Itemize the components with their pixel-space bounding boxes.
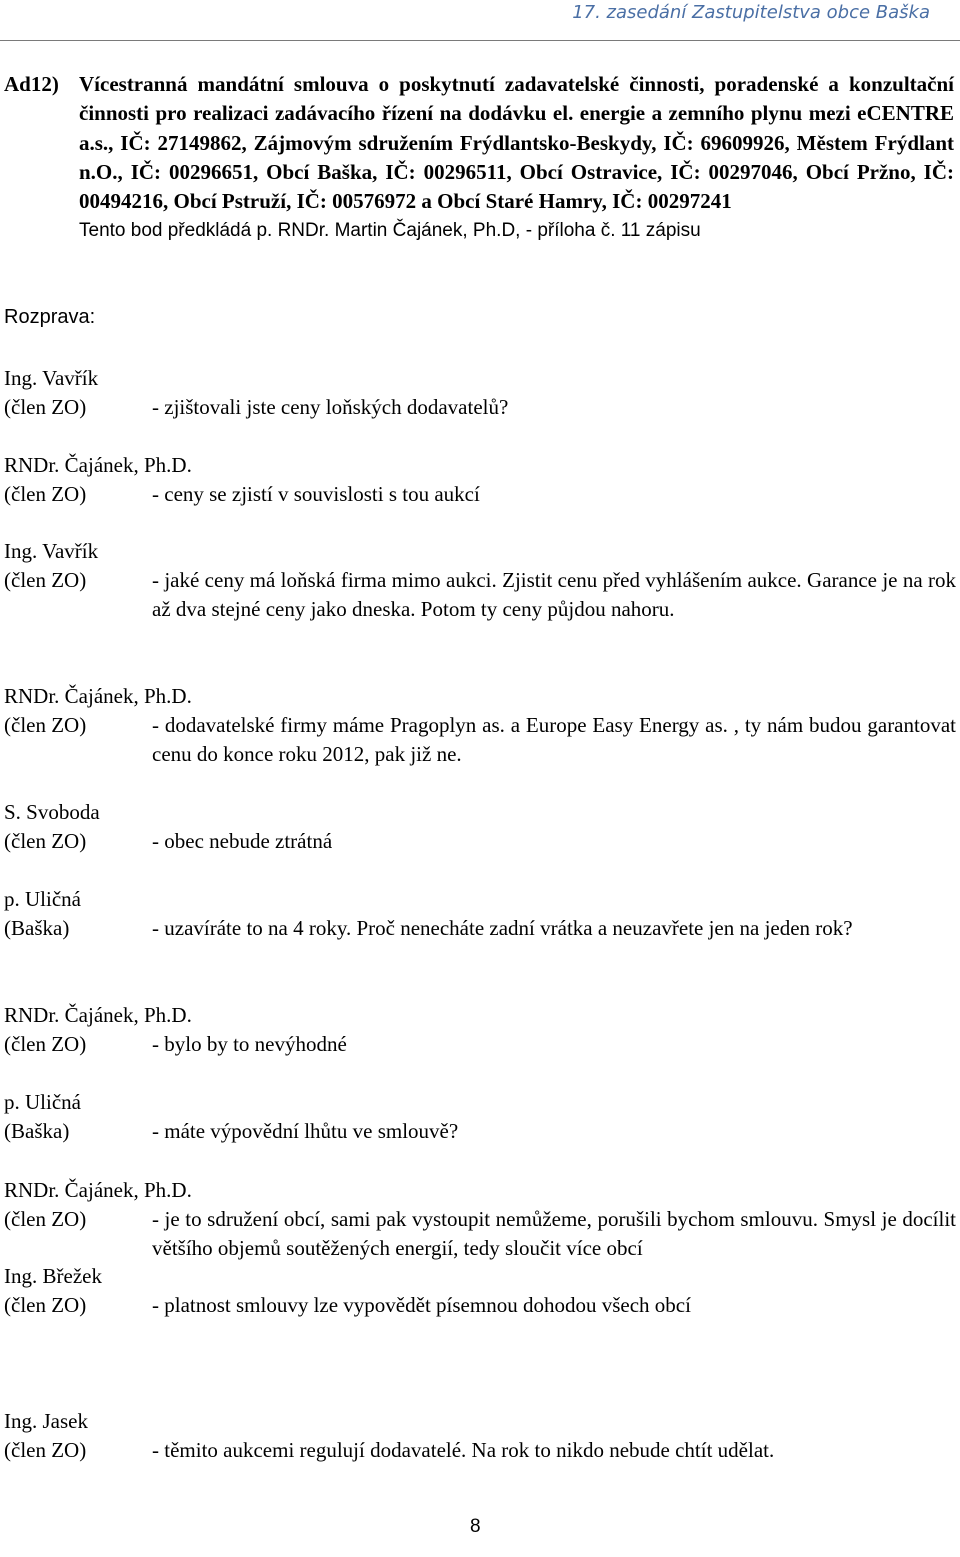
speaker-name: Ing. Břežek [4, 1264, 102, 1288]
header-divider [0, 40, 960, 41]
discussion-entry [4, 885, 956, 943]
agenda-number: Ad12) [4, 72, 59, 96]
speaker-role: (člen ZO) [4, 395, 87, 419]
statement-text: - je to sdružení obcí, sami pak vystoupit nemůžeme, porušili bychom smlouvu. Smysl je docílit většího objemů soutěžených energií, tedy sloučit více obcí [152, 1207, 956, 1260]
statement-text: - jaké ceny má loňská firma mimo aukci. Zjistit cenu před vyhlášením aukce. Garance je na rok až dva stejné ceny jako dneska. Potom ty ceny půjdou nahoru. [152, 568, 956, 621]
page-header-title: 17. zasedání Zastupitelstva obce Baška [572, 2, 930, 23]
statement-text: - máte výpovědní lhůtu ve smlouvě? [152, 1119, 459, 1143]
agenda-presenter-note: Tento bod předkládá p. RNDr. Martin Čajánek, Ph.D, - příloha č. 11 zápisu [79, 220, 701, 242]
statement-text: - obec nebude ztrátná [152, 829, 333, 853]
speaker-name: Ing. Vavřík [4, 366, 99, 390]
speaker-name: RNDr. Čajánek, Ph.D. [4, 1178, 192, 1202]
speaker-name: RNDr. Čajánek, Ph.D. [4, 453, 192, 477]
speaker-role: (člen ZO) [4, 713, 87, 737]
speaker-name: p. Uličná [4, 1090, 81, 1114]
speaker-name: RNDr. Čajánek, Ph.D. [4, 1003, 192, 1027]
speaker-role: (Baška) [4, 1119, 70, 1143]
discussion-entry [4, 798, 956, 856]
discussion-entry [4, 1001, 956, 1059]
discussion-entry [4, 1262, 956, 1320]
speaker-role: (Baška) [4, 916, 70, 940]
speaker-role: (člen ZO) [4, 568, 87, 592]
speaker-role: (člen ZO) [4, 1207, 87, 1231]
speaker-role: (člen ZO) [4, 1293, 87, 1317]
discussion-entry [4, 682, 956, 769]
statement-text: - zjištovali jste ceny loňských dodavatelů? [152, 395, 509, 419]
speaker-name: RNDr. Čajánek, Ph.D. [4, 684, 192, 708]
agenda-item [4, 70, 954, 245]
speaker-name: S. Svoboda [4, 800, 100, 824]
discussion-entry [4, 1407, 956, 1465]
speaker-name: Ing. Vavřík [4, 539, 99, 563]
statement-text: - ceny se zjistí v souvislosti s tou aukcí [152, 482, 480, 506]
speaker-name: Ing. Jasek [4, 1409, 88, 1433]
statement-text: - dodavatelské firmy máme Pragoplyn as. a Europe Easy Energy as. , ty nám budou garantovat cenu do konce roku 2012, pak již ne. [152, 713, 956, 766]
discussion-entry [4, 537, 956, 624]
discussion-entry [4, 364, 956, 422]
statement-text: - bylo by to nevýhodné [152, 1032, 347, 1056]
speaker-role: (člen ZO) [4, 829, 87, 853]
statement-text: - uzavíráte to na 4 roky. Proč nenecháte zadní vrátka a neuzavřete jen na jeden rok? [152, 916, 853, 940]
agenda-title: Vícestranná mandátní smlouva o poskytnutí zadavatelské činnosti, poradenské a konzultační činnosti pro realizaci zadávacího řízení na dodávku el. energie a zemního plynu mezi eCENTRE a.s., IČ: 27149862, Zájmovým sdružením Frýdlantsko-Beskydy, IČ: 69609926, Městem Frýdlant n.O., IČ: 00296651, Obcí Baška, IČ: 00296511, Obcí Ostravice, IČ: 00297046, Obcí Pržno, IČ: 00494216, Obcí Pstruží, IČ: 00576972 a Obcí Staré Hamry, IČ: 00297241 [79, 72, 954, 214]
statement-text: - platnost smlouvy lze vypovědět písemnou dohodou všech obcí [152, 1293, 691, 1317]
discussion-entry [4, 1088, 956, 1146]
speaker-role: (člen ZO) [4, 1438, 87, 1462]
speaker-name: p. Uličná [4, 887, 81, 911]
speaker-role: (člen ZO) [4, 482, 87, 506]
discussion-heading: Rozprava: [4, 306, 96, 328]
discussion-entry [4, 1176, 956, 1263]
statement-text: - těmito aukcemi regulují dodavatelé. Na rok to nikdo nebude chtít udělat. [152, 1438, 775, 1462]
speaker-role: (člen ZO) [4, 1032, 87, 1056]
discussion-entry [4, 451, 956, 509]
page-number: 8 [470, 1516, 481, 1537]
